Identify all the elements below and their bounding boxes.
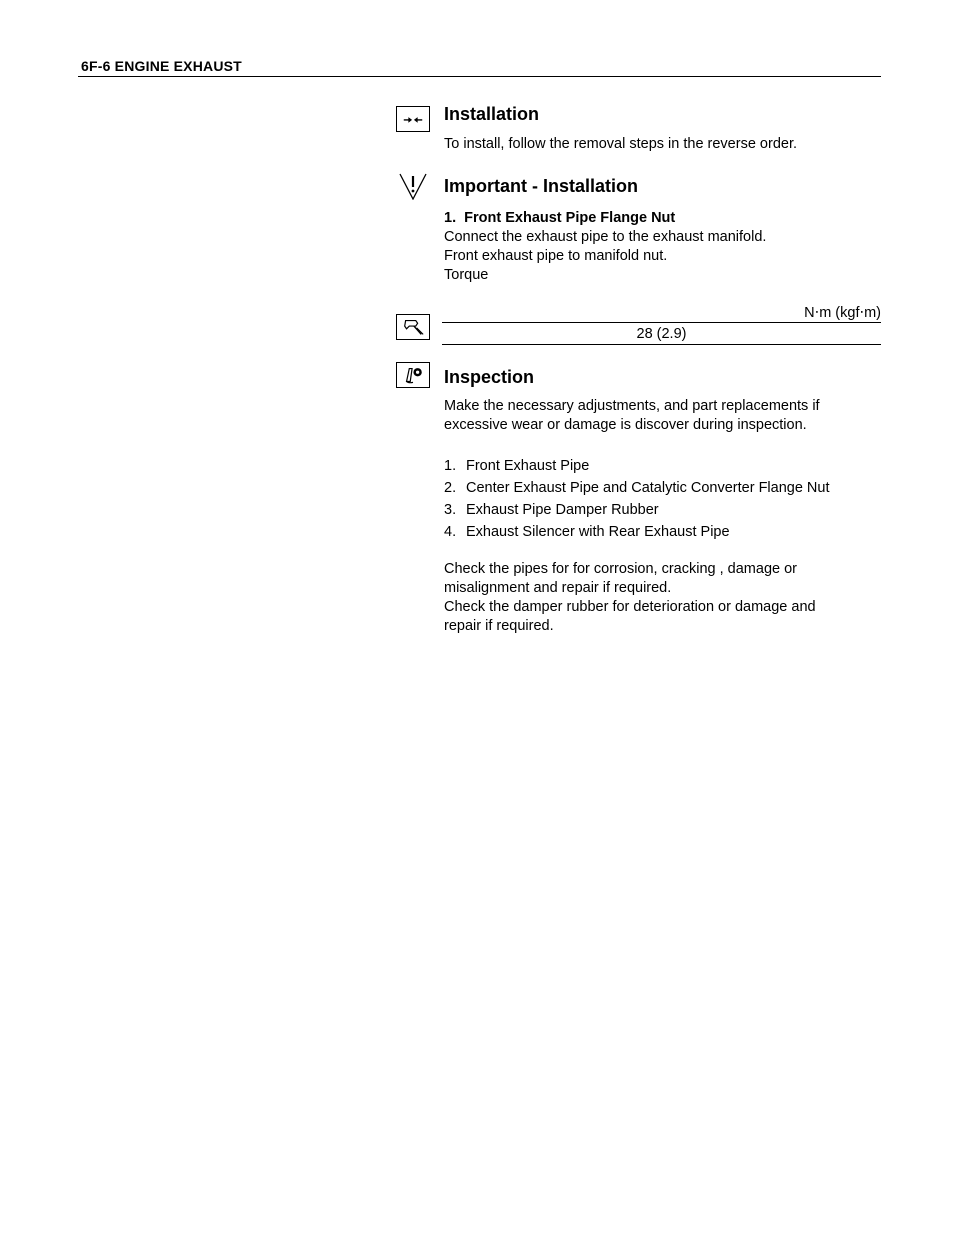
inspection-note-line: misalignment and repair if required. [444, 580, 672, 596]
important-line: Connect the exhaust pipe to the exhaust manifold. [444, 229, 767, 245]
inspection-intro-line: excessive wear or damage is discover during inspection. [444, 417, 807, 433]
installation-text: To install, follow the removal steps in the reverse order. [444, 136, 797, 152]
list-item-number: 1. [444, 458, 457, 474]
installation-heading: Installation [444, 104, 540, 124]
inspection-heading: Inspection [444, 367, 535, 387]
list-item-text: Exhaust Pipe Damper Rubber [466, 502, 659, 518]
table-rule [442, 322, 881, 323]
inspection-note-line: Check the damper rubber for deterioration or damage and [444, 599, 816, 615]
header-divider [78, 76, 881, 77]
list-item-number: 2. [444, 480, 457, 496]
install-arrows-icon [396, 106, 430, 132]
list-item-text: Front Exhaust Pipe [466, 458, 590, 474]
warning-exclamation-icon [398, 172, 428, 200]
important-line: Torque [444, 267, 489, 283]
page-title: 6F-6 ENGINE EXHAUST [81, 58, 242, 74]
list-item-text: Center Exhaust Pipe and Catalytic Converter Flange Nut [466, 480, 830, 496]
important-heading: Important - Installation [444, 176, 639, 196]
inspection-note-line: repair if required. [444, 618, 554, 634]
inspection-intro-line: Make the necessary adjustments, and part replacements if [444, 398, 820, 414]
torque-unit-label: N⋅m (kgf⋅m) [804, 305, 881, 321]
table-rule [442, 344, 881, 345]
list-item-number: 3. [444, 502, 457, 518]
inspection-icon [396, 362, 430, 388]
torque-wrench-icon [396, 314, 430, 340]
important-line: Front exhaust pipe to manifold nut. [444, 248, 668, 264]
list-item-text: Exhaust Silencer with Rear Exhaust Pipe [466, 524, 730, 540]
inspection-note-line: Check the pipes for for corrosion, cracking , damage or [444, 561, 797, 577]
important-item-heading: 1. Front Exhaust Pipe Flange Nut [444, 210, 676, 226]
torque-value: 28 (2.9) [636, 326, 687, 342]
list-item-number: 4. [444, 524, 457, 540]
